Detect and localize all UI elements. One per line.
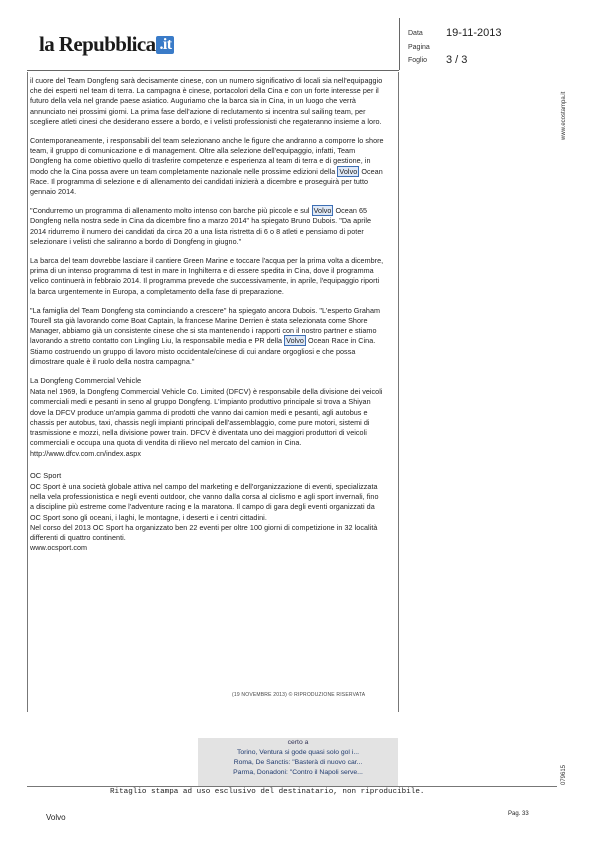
sheet-value: 3 / 3: [446, 54, 468, 66]
section-heading: La Dongfeng Commercial Vehicle: [30, 376, 142, 386]
client-name: Volvo: [46, 813, 66, 822]
related-link[interactable]: Roma, De Sanctis: "Basterà di nuovo car...: [233, 759, 363, 766]
highlighted-keyword: Volvo: [339, 166, 358, 176]
paragraph: [30, 256, 384, 297]
paragraph: [30, 136, 384, 197]
header-divider: [399, 18, 400, 70]
logo-main-text: la Repubblica: [39, 32, 156, 56]
logo-suffix: .it: [156, 36, 174, 54]
section-body: OC Sport è una società globale attiva nel campo del marketing e dell'organizzazione di eventi, specializzata nella vela professionistica e negli eventi outdoor, che vanno dalla corsa al ciclismo e agli sport invernali, fino a discipline più estreme come l'adventure racing e la maratona. Il campo di gara degli eventi organizzati da OC Sport sono gli oceani, i laghi, le montagne, i deserti e i centri cittadini.: [30, 481, 379, 522]
paragraph-text: il cuore del Team Dongfeng sarà decisamente cinese, con un numero significativo di locali sia nell'equipaggio che dei esperti nel team di terra. La campagna è cinese, portacolori della Cina e con un forte interesse per il futuro della vela nel grande paese asiatico. Auguriamo che la barca sia in Cina, in un luogo che verrà annunciato nei prossimi giorni. La prima fase dell'azione di reclutamento si incentra sul sailing team, per scegliere atleti cinesi che desiderano essere a bordo, e i velisti professionisti che regateranno insieme a loro.: [30, 76, 383, 126]
date-label: Data: [408, 30, 423, 37]
sheet-label: Foglio: [408, 57, 428, 64]
section-heading: OC Sport: [30, 470, 62, 480]
reproduction-notice: Ritaglio stampa ad uso esclusivo del destinatario, non riproducibile.: [110, 788, 425, 796]
paragraph: [30, 76, 384, 127]
related-link[interactable]: Parma, Donadoni: "Contro il Napoli serve...: [233, 769, 363, 776]
paragraph-text: Ocean 65 Dongfeng nella nostra sede in Cina da dicembre fino a marzo 2014" ha spiegato Bruno Dubois. "Da aprile 2014 ridurremo il numero dei candidati da circa 20 a una lista ristretta di 6 o 8 atleti e pensiamo di poter selezionare i velisti che saliranno a bordo di Dongfeng in giugno.": [30, 206, 372, 246]
dfcv-link[interactable]: http://www.dfcv.com.cn/index.aspx: [30, 448, 141, 458]
ocsport-link[interactable]: www.ocsport.com: [30, 543, 88, 553]
section-body: Nel corso del 2013 OC Sport ha organizzato ben 22 eventi per oltre 100 giorni di competizione in 32 località differenti di quattro continenti.: [30, 522, 378, 542]
related-link[interactable]: Torino, Ventura si gode quasi solo gol i...: [236, 749, 360, 756]
related-articles-box: [198, 738, 398, 786]
copyright-credit: (19 NOVEMBRE 2013) © RIPRODUZIONE RISERVATA: [232, 692, 366, 698]
side-website: www.ecostampa.it: [561, 91, 567, 140]
paragraph-text: Ocean Race in Cina. Stiamo costruendo un gruppo di lavoro misto occidentale/cinese di cui andare orgogliosi e che possa dimostrare quale è il ruolo della nostra campagna.": [30, 336, 376, 366]
article-body: [27, 72, 399, 712]
paragraph-text: La barca del team dovrebbe lasciare il cantiere Green Marine e toccare l'acqua per la prima volta a dicembre, prima di un intenso programma di test in mare in Inghilterra e di essere spedita in Cina, dove il programma velico continuerà in febbraio 2014. Il programma prevede che successivamente, in aprile, l'equipaggio riporti la barca urgentemente in Europa, a completamento della fase di preparazione.: [30, 256, 384, 296]
page-label: Pagina: [408, 44, 430, 51]
footer-divider: [27, 786, 557, 787]
side-code: 079615: [561, 764, 567, 785]
highlighted-keyword: Volvo: [313, 206, 332, 216]
date-value: 19-11-2013: [446, 27, 502, 39]
paragraph-text: Contemporaneamente, i responsabili del team selezionano anche le figure che andranno a comporre lo shore team, il gruppo di comunicazione e di management. Oltre alla selezione dell'equipaggio, infatti, Team Dongfeng ha come obiettivo quello di trasferire competenze e esperienza al team di terra e di gestione, in modo che la Cina possa avere un team completamente nazionale nelle prossime edizioni della: [30, 136, 384, 176]
paragraph-text: "Condurremo un programma di allenamento molto intenso con barche più piccole e sul: [30, 206, 310, 216]
repubblica-logo: [39, 32, 174, 57]
section-body: Nata nel 1969, la Dongfeng Commercial Vehicle Co. Limited (DFCV) è responsabile della divisione dei veicoli commerciali medi e pesanti in seno al gruppo Dongfeng. L'impianto produttivo principale si trova a Shiyan dove la DFCV produce un'ampia gamma di prodotti che vanno dai camion medi e pesanti, agli autobus e chassis per autobus, taxi, chassis negli impianti principali dell'assemblaggio, come pure motori, sistemi di trasmissione e mozzi, nella divisione power train. DFCV è diventata uno dei maggiori produttori di veicoli commerciali e occupa una quota di vendita di rilievo nel mercato del camion in Cina.: [30, 387, 383, 448]
paragraph: [30, 306, 384, 367]
highlighted-keyword: Volvo: [286, 336, 304, 346]
masthead: [27, 18, 399, 71]
paragraph: [30, 206, 384, 247]
related-title: certo a: [287, 739, 309, 746]
paragraph-text: "La famiglia del Team Dongfeng sta cominciando a crescere" ha spiegato ancora Dubois. "L'esperto Graham Tourell sta già lavorando come Boat Captain, la francese Marine Derrien è stata selezionata come Shore Manager, abbiamo già un consistente cinese che si sta mantenendo i rapporti con il nostro partner e stiamo lavorando a stretto contatto con Lingling Liu, la responsabile media e PR della: [30, 305, 381, 346]
page-code: Pag. 33: [508, 811, 529, 817]
paragraph-text: Ocean Race. Il programma di selezione e di allenamento dei candidati inizierà a dicembre e proseguirà per tutto gennaio 2014.: [30, 166, 383, 197]
